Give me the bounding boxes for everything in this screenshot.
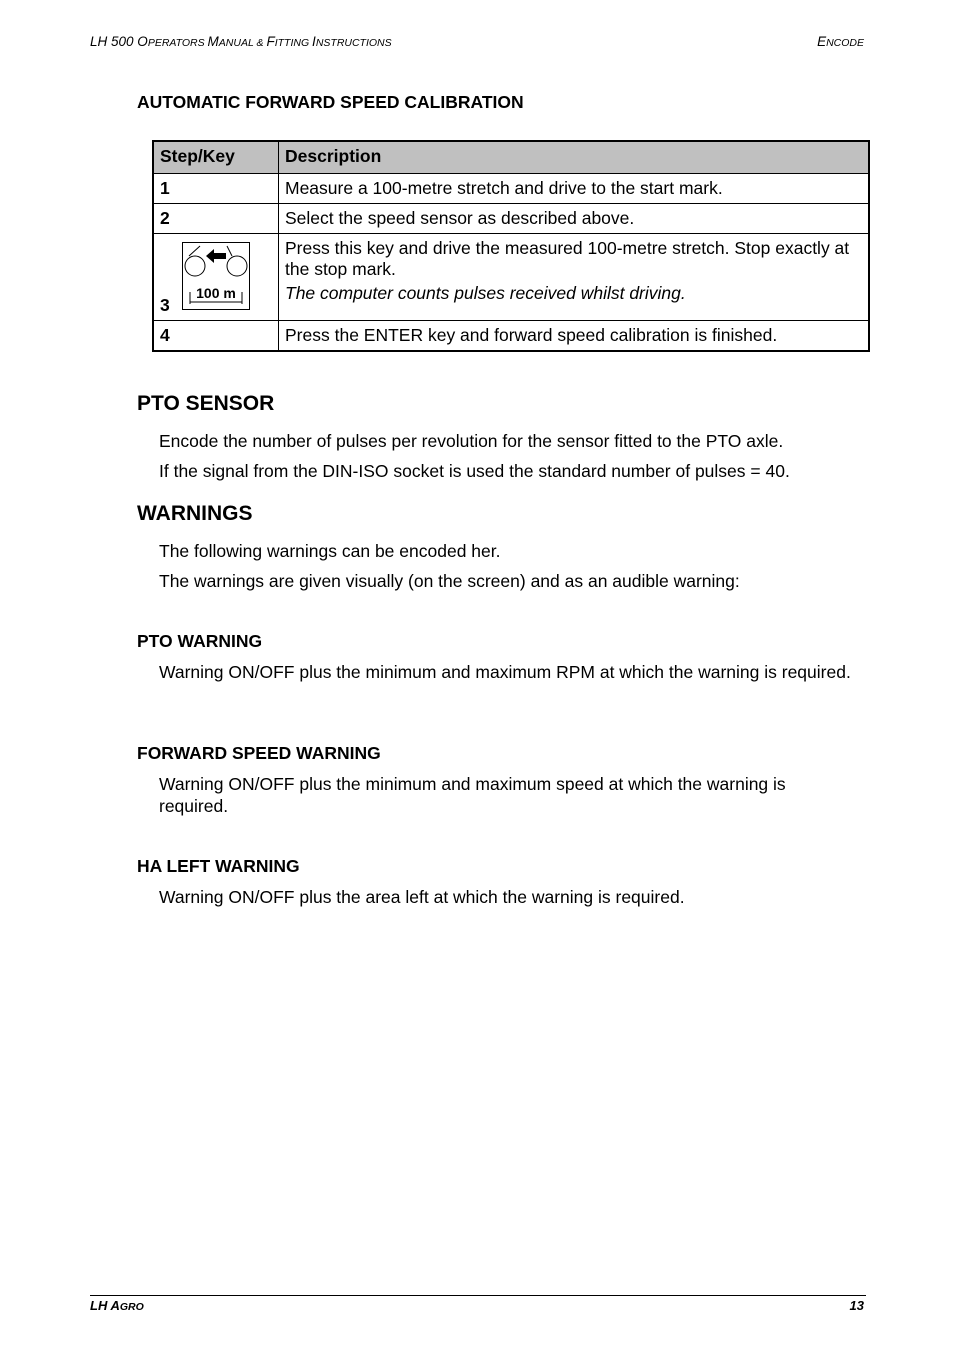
step-number: 4 xyxy=(153,321,279,352)
col-header-description: Description xyxy=(279,141,870,174)
paragraph: The warnings are given visually (on the screen) and as an audible warning: xyxy=(159,571,740,591)
paragraph: Warning ON/OFF plus the minimum and maximum speed at which the warning is required. xyxy=(159,774,786,816)
heading-ha-left-warning: HA LEFT WARNING xyxy=(137,856,300,876)
step-number: 1 xyxy=(153,174,279,204)
step-number: 3 xyxy=(160,295,170,315)
footer-divider xyxy=(90,1295,866,1296)
step-key-cell xyxy=(153,234,279,321)
calibration-key-icon xyxy=(182,242,250,310)
page-number: 13 xyxy=(849,1298,864,1313)
paragraph: Warning ON/OFF plus the minimum and maximum RPM at which the warning is required. xyxy=(159,662,851,682)
table-row xyxy=(153,234,869,321)
step-description: Measure a 100-metre stretch and drive to the start mark. xyxy=(279,174,870,204)
step-description-note: The computer counts pulses received whilst driving. xyxy=(285,283,686,303)
calibration-steps-table xyxy=(152,140,870,352)
paragraph: If the signal from the DIN-ISO socket is used the standard number of pulses = 40. xyxy=(159,461,790,481)
heading-pto-sensor: PTO SENSOR xyxy=(137,392,275,415)
table-row xyxy=(153,321,869,352)
paragraph: Warning ON/OFF plus the area left at which the warning is required. xyxy=(159,887,685,907)
footer-company: LH AGRO xyxy=(90,1298,144,1313)
step-description xyxy=(279,234,870,321)
step-description-text: Press this key and drive the measured 100-metre stretch. Stop exactly at the stop mark. xyxy=(285,238,850,279)
step-description: Press the ENTER key and forward speed calibration is finished. xyxy=(279,321,870,352)
running-header-section: ENCODE xyxy=(817,34,864,49)
heading-auto-calibration: AUTOMATIC FORWARD SPEED CALIBRATION xyxy=(137,92,524,112)
heading-warnings: WARNINGS xyxy=(137,502,253,525)
key-icon-label: 100 m xyxy=(196,285,236,301)
step-number: 2 xyxy=(153,204,279,234)
running-header-title: LH 500 OPERATORS MANUAL & FITTING INSTRUCTIONS xyxy=(90,34,392,49)
step-description: Select the speed sensor as described above. xyxy=(279,204,870,234)
table-header-row xyxy=(153,141,869,174)
table-row xyxy=(153,174,869,204)
heading-pto-warning: PTO WARNING xyxy=(137,631,263,651)
paragraph: Encode the number of pulses per revolution for the sensor fitted to the PTO axle. xyxy=(159,431,784,451)
table-row xyxy=(153,204,869,234)
col-header-step: Step/Key xyxy=(153,141,279,174)
paragraph: The following warnings can be encoded her. xyxy=(159,541,501,561)
heading-forward-speed-warning: FORWARD SPEED WARNING xyxy=(137,743,381,763)
